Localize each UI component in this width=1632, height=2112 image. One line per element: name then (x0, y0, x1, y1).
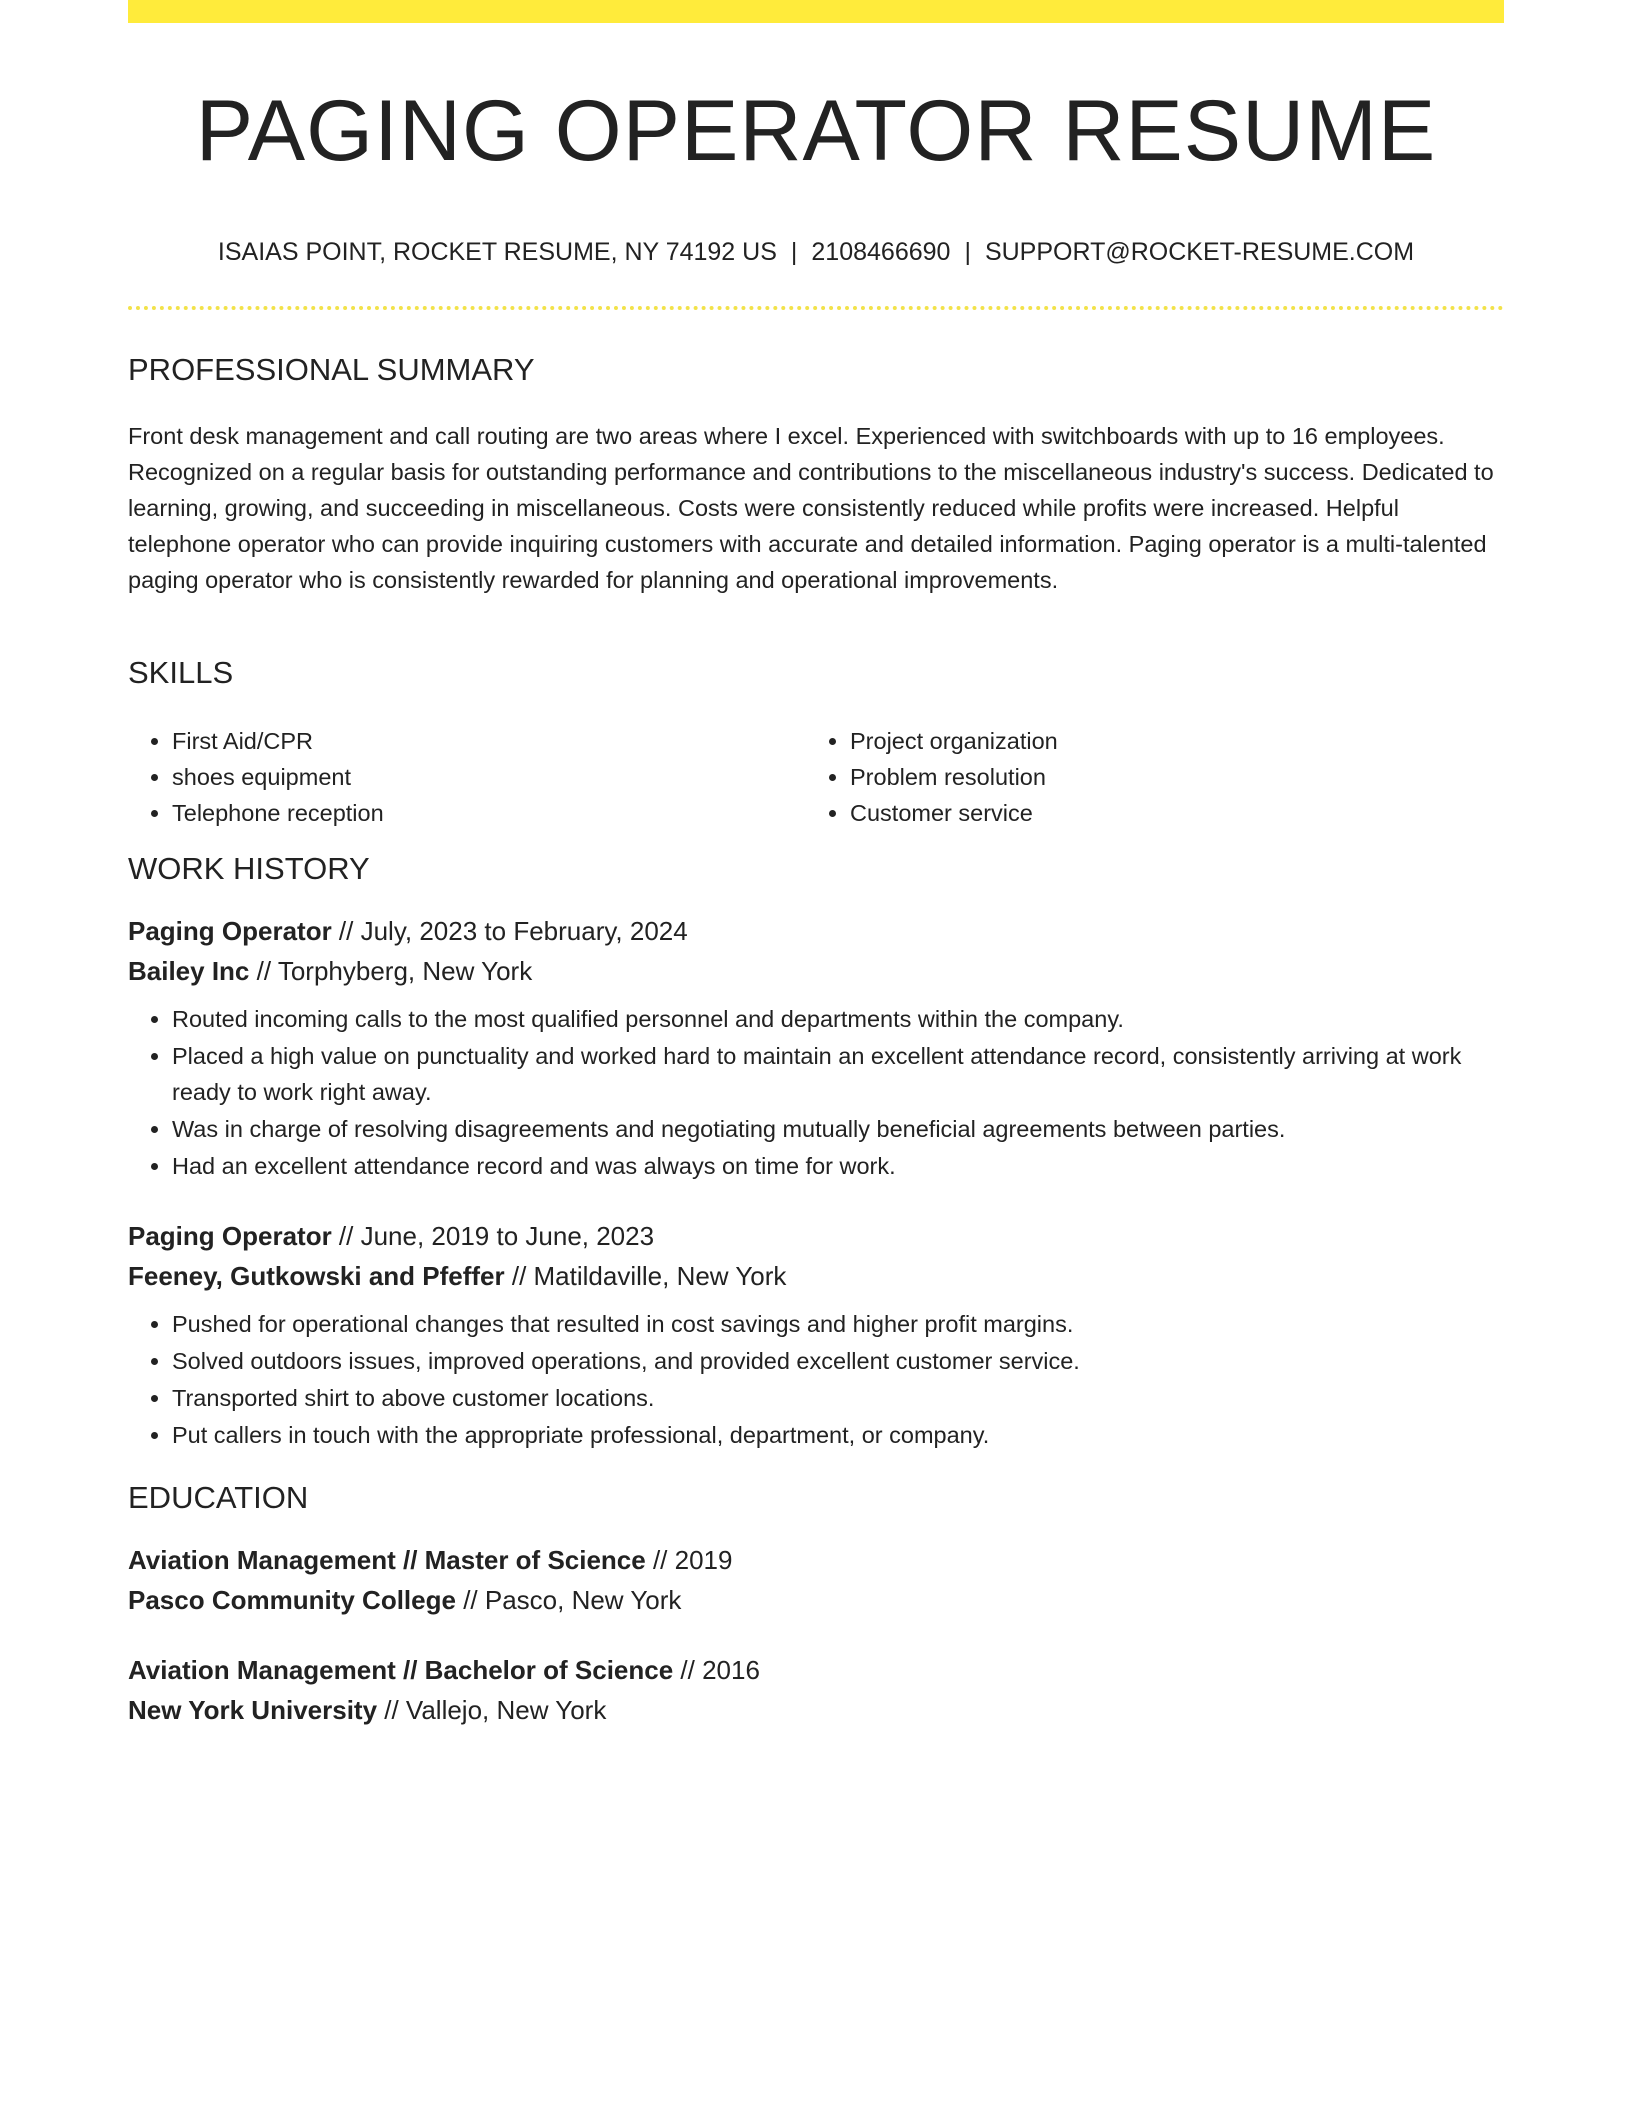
job-title-line (128, 911, 1504, 951)
contact-email: SUPPORT@ROCKET-RESUME.COM (984, 238, 1415, 266)
education-location: // Pasco, New York (455, 1585, 682, 1615)
job-bullet: • Routed incoming calls to the most qualified personnel and departments within the company. (172, 1001, 1504, 1037)
job-location: // Torphyberg, New York (249, 956, 533, 986)
education-entry (128, 1540, 1504, 1620)
contact-line (128, 238, 1504, 267)
education-degree: Aviation Management // Master of Science (128, 1545, 646, 1575)
job-bullets (128, 1306, 1504, 1453)
education-school-line (128, 1690, 1504, 1730)
contact-phone: 2108466690 (811, 238, 951, 266)
job-role: Paging Operator (128, 916, 332, 946)
skills-column-right (806, 723, 1484, 831)
education-degree-line (128, 1540, 1504, 1580)
contact-separator: | (964, 238, 971, 266)
job-bullet: • Was in charge of resolving disagreements and negotiating mutually beneficial agreements between parties. (172, 1111, 1504, 1147)
job-dates: // June, 2019 to June, 2023 (331, 1221, 655, 1251)
job-location: // Matildaville, New York (504, 1261, 787, 1291)
section-title-work-history: WORK HISTORY (128, 851, 370, 886)
section-title-summary: PROFESSIONAL SUMMARY (128, 352, 535, 387)
education-degree: Aviation Management // Bachelor of Science (128, 1655, 674, 1685)
education-school-line (128, 1580, 1504, 1620)
skill-item: • shoes equipment (172, 759, 806, 795)
dotted-divider (128, 306, 1504, 310)
skill-item: • Telephone reception (172, 795, 806, 831)
education-school: New York University (128, 1695, 378, 1725)
education-year: // 2019 (645, 1545, 733, 1575)
job-bullet: • Solved outdoors issues, improved operations, and provided excellent customer service. (172, 1343, 1504, 1379)
job-bullets (128, 1001, 1504, 1184)
job-entry (128, 911, 1504, 1185)
skill-item: • Problem resolution (850, 759, 1484, 795)
job-title-line (128, 1216, 1504, 1256)
job-company-line (128, 951, 1504, 991)
education-location: // Vallejo, New York (377, 1695, 607, 1725)
contact-separator: | (790, 238, 798, 266)
job-bullet: • Transported shirt to above customer locations. (172, 1380, 1504, 1416)
job-company: Feeney, Gutkowski and Pfeffer (128, 1261, 505, 1291)
job-bullet: • Placed a high value on punctuality and worked hard to maintain an excellent attendance record, consistently arriving at work ready to work right away. (172, 1038, 1504, 1110)
education-degree-line (128, 1650, 1504, 1690)
job-bullet: • Pushed for operational changes that resulted in cost savings and higher profit margins. (172, 1306, 1504, 1342)
skill-item: • Customer service (850, 795, 1484, 831)
job-bullet: • Had an excellent attendance record and was always on time for work. (172, 1148, 1504, 1184)
skills-column-left (128, 723, 806, 831)
section-title-skills: SKILLS (128, 655, 234, 690)
education-entry (128, 1650, 1504, 1730)
job-company: Bailey Inc (128, 956, 250, 986)
job-company-line (128, 1256, 1504, 1296)
job-role: Paging Operator (128, 1221, 332, 1251)
skills-list (128, 723, 1504, 831)
job-bullet: • Put callers in touch with the appropriate professional, department, or company. (172, 1417, 1504, 1453)
job-entry (128, 1216, 1504, 1454)
skill-item: • First Aid/CPR (172, 723, 806, 759)
skill-item: • Project organization (850, 723, 1484, 759)
education-school: Pasco Community College (128, 1585, 456, 1615)
page-title: PAGING OPERATOR RESUME (195, 83, 1437, 179)
section-title-education: EDUCATION (128, 1480, 309, 1515)
education-year: // 2016 (673, 1655, 760, 1685)
contact-address: ISAIAS POINT, ROCKET RESUME, NY 74192 US (217, 238, 777, 266)
summary-text: Front desk management and call routing are two areas where I excel. Experienced with switchboards with up to 16 employees. Recognized on a regular basis for outstanding performance and contributions to the miscellaneous industry's success. Dedicated to learning, growing, and succeeding in miscellaneous. Costs were consistently reduced while profits were increased. Helpful telephone operator who can provide inquiring customers with accurate and detailed information. Paging operator is a multi-talented paging operator who is consistently rewarded for planning and operational improvements. (128, 423, 1494, 593)
top-accent-bar (128, 0, 1504, 23)
job-dates: // July, 2023 to February, 2024 (331, 916, 688, 946)
